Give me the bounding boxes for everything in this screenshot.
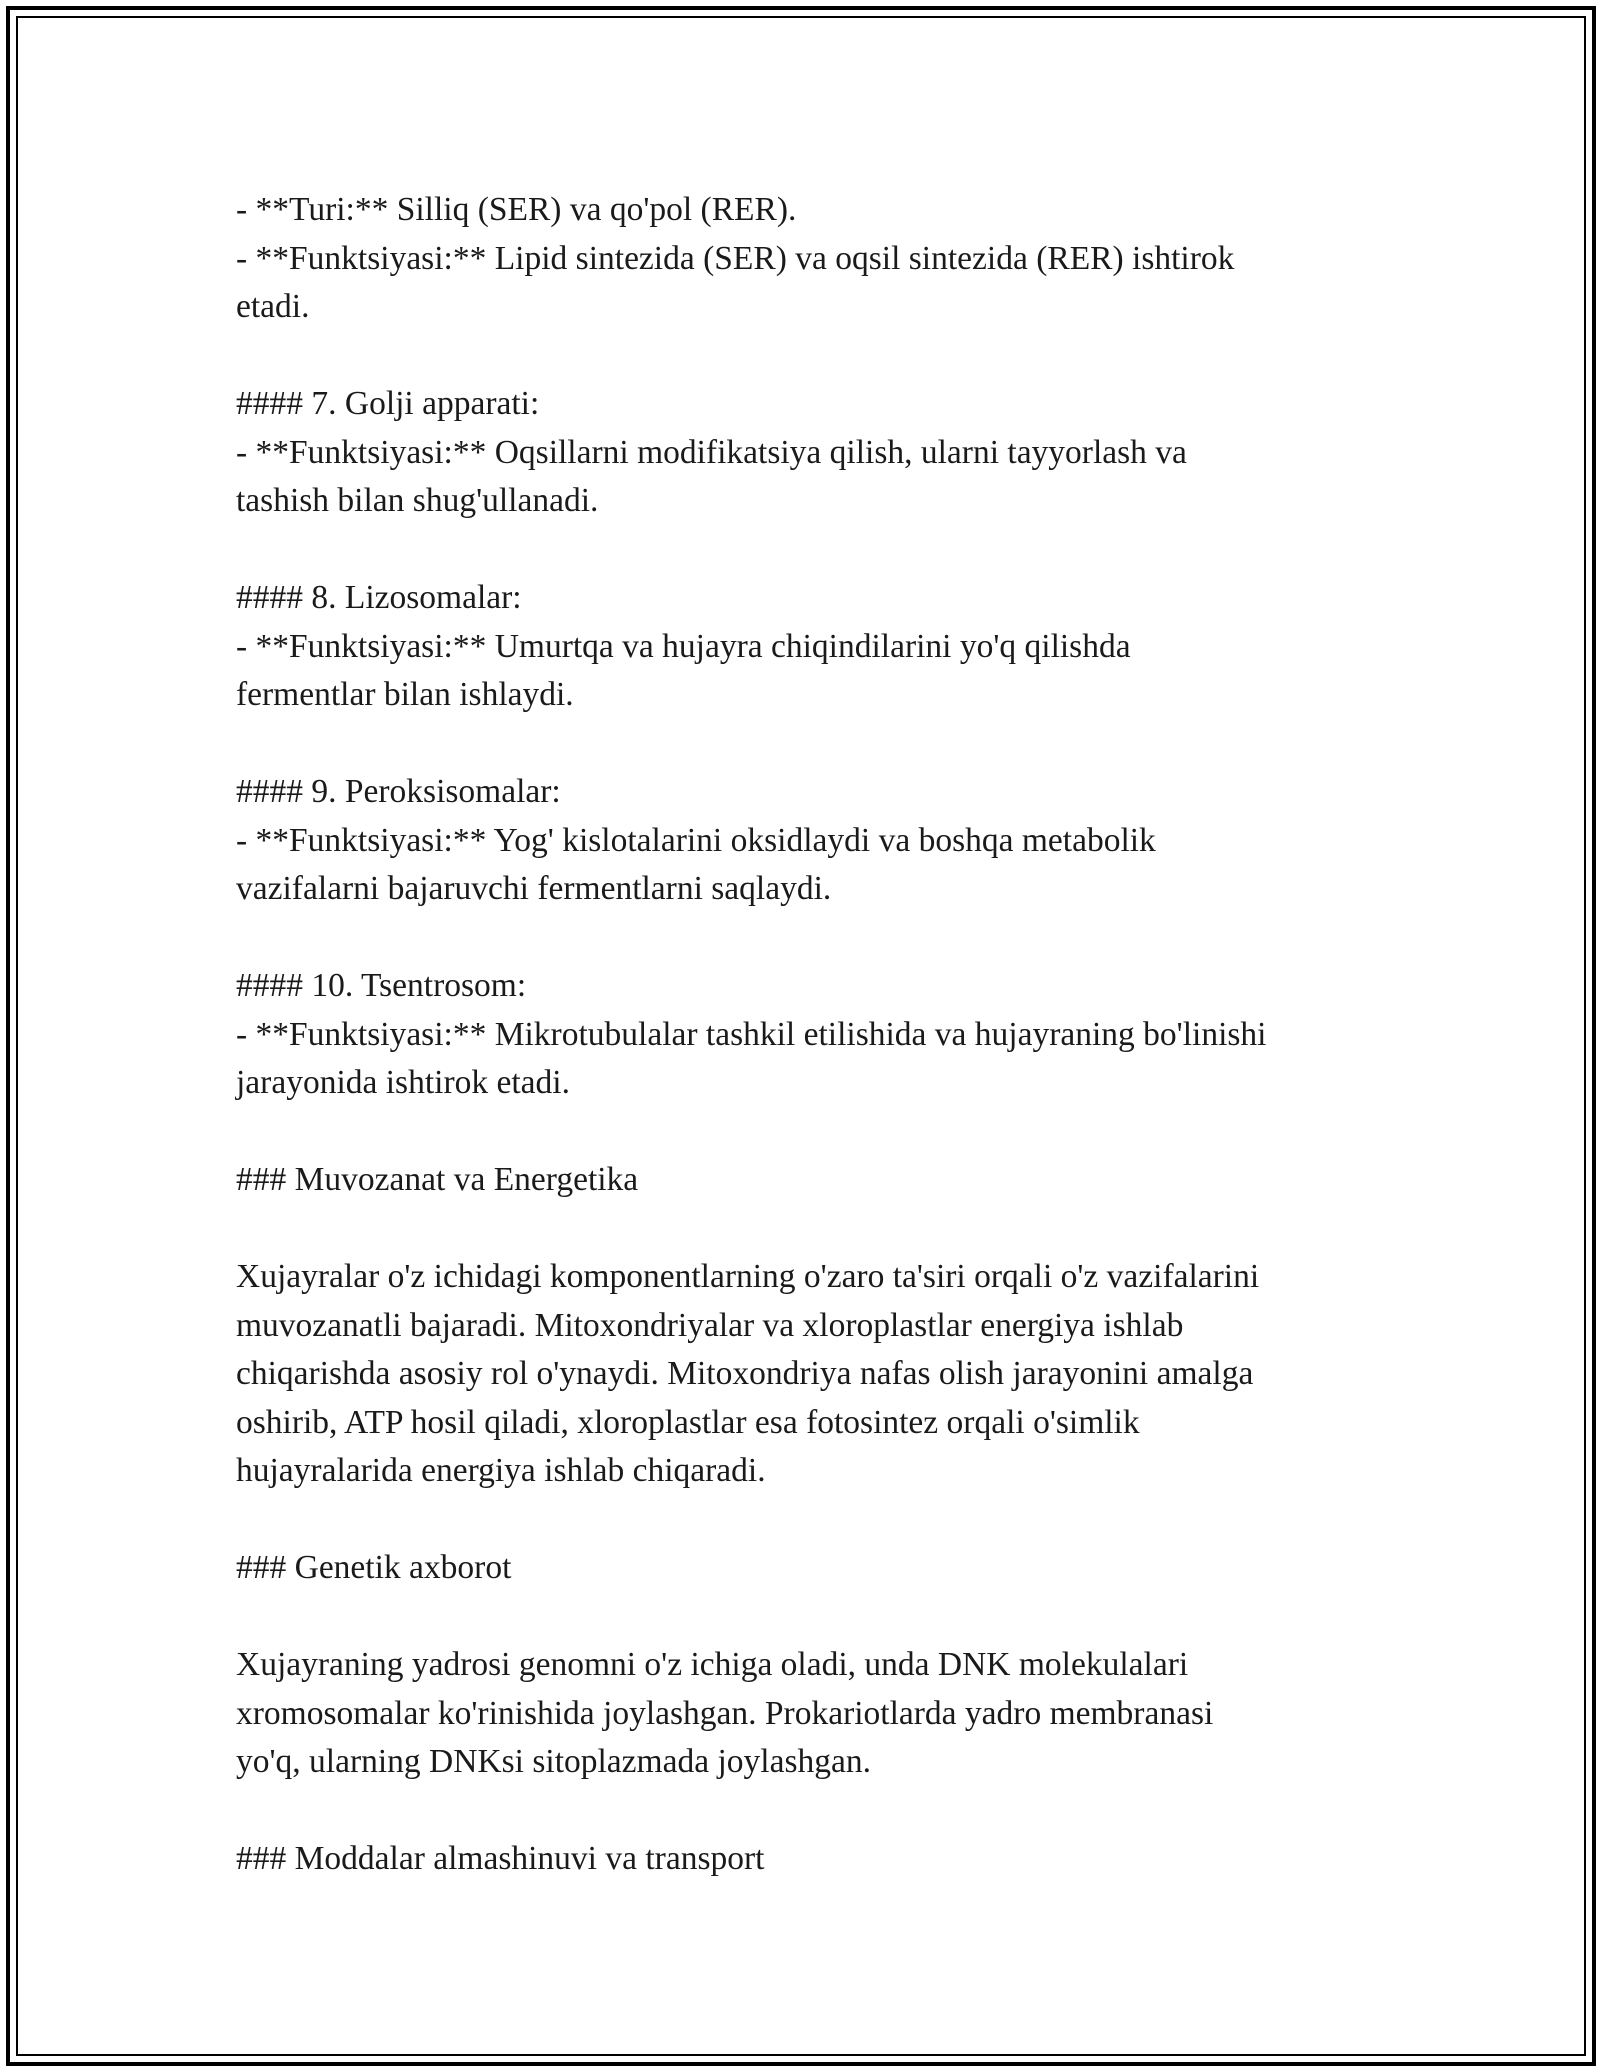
blank-line [236,1593,1376,1642]
genetic-paragraph-line: xromosomalar ko'rinishida joylashgan. Prokariotlarda yadro membranasi [236,1694,1214,1732]
peroxisome-heading: #### 9. Peroksisomalar: [236,773,561,810]
golgi-function-line-continued: tashish bilan shug'ullanadi. [236,482,599,519]
er-function-line-continued: etadi. [236,288,310,325]
genetic-heading: ### Genetik axborot [236,1549,512,1586]
blank-line [236,1108,1376,1157]
blank-line [236,332,1376,381]
centrosome-heading: #### 10. Tsentrosom: [236,967,527,1004]
blank-line [236,1496,1376,1545]
document-body [236,186,1376,1884]
balance-paragraph-line: chiqarishda asosiy rol o'ynaydi. Mitoxondriya nafas olish jarayonini amalga [236,1355,1254,1392]
blank-line [236,1787,1376,1836]
blank-line [236,720,1376,769]
balance-paragraph-line: hujayralarida energiya ishlab chiqaradi. [236,1452,766,1489]
er-function-line: - **Funktsiyasi:** Lipid sintezida (SER) va oqsil sintezida (RER) ishtirok [236,239,1235,277]
lysosome-heading: #### 8. Lizosomalar: [236,579,522,616]
peroxisome-function-line-continued: vazifalarni bajaruvchi fermentlarni saqlaydi. [236,870,832,907]
blank-line [236,914,1376,963]
metabolism-heading: ### Moddalar almashinuvi va transport [236,1840,765,1877]
balance-paragraph-line: Xujayralar o'z ichidagi komponentlarning o'zaro ta'siri orqali o'z vazifalarini [236,1258,1260,1295]
blank-line [236,526,1376,575]
lysosome-function-line: - **Funktsiyasi:** Umurtqa va hujayra chiqindilarini yo'q qilishda [236,627,1131,665]
balance-heading: ### Muvozanat va Energetika [236,1161,639,1198]
balance-paragraph-line: oshirib, ATP hosil qiladi, xloroplastlar esa fotosintez orqali o'simlik [236,1403,1140,1441]
golgi-heading: #### 7. Golji apparati: [236,385,540,422]
genetic-paragraph-line: Xujayraning yadrosi genomni o'z ichiga oladi, unda DNK molekulalari [236,1646,1189,1683]
blank-line [236,1205,1376,1254]
centrosome-function-line-continued: jarayonida ishtirok etadi. [236,1064,570,1101]
lysosome-function-line-continued: fermentlar bilan ishlaydi. [236,676,574,713]
balance-paragraph-line: muvozanatli bajaradi. Mitoxondriyalar va xloroplastlar energiya ishlab [236,1306,1184,1344]
genetic-paragraph-line: yo'q, ularning DNKsi sitoplazmada joylashgan. [236,1743,871,1780]
er-type-line: - **Turi:** Silliq (SER) va qo'pol (RER). [236,191,797,228]
golgi-function-line: - **Funktsiyasi:** Oqsillarni modifikatsiya qilish, ularni tayyorlash va [236,433,1187,471]
peroxisome-function-line: - **Funktsiyasi:** Yog' kislotalarini oksidlaydi va boshqa metabolik [236,821,1156,859]
centrosome-function-line: - **Funktsiyasi:** Mikrotubulalar tashkil etilishida va hujayraning bo'linishi [236,1015,1267,1053]
